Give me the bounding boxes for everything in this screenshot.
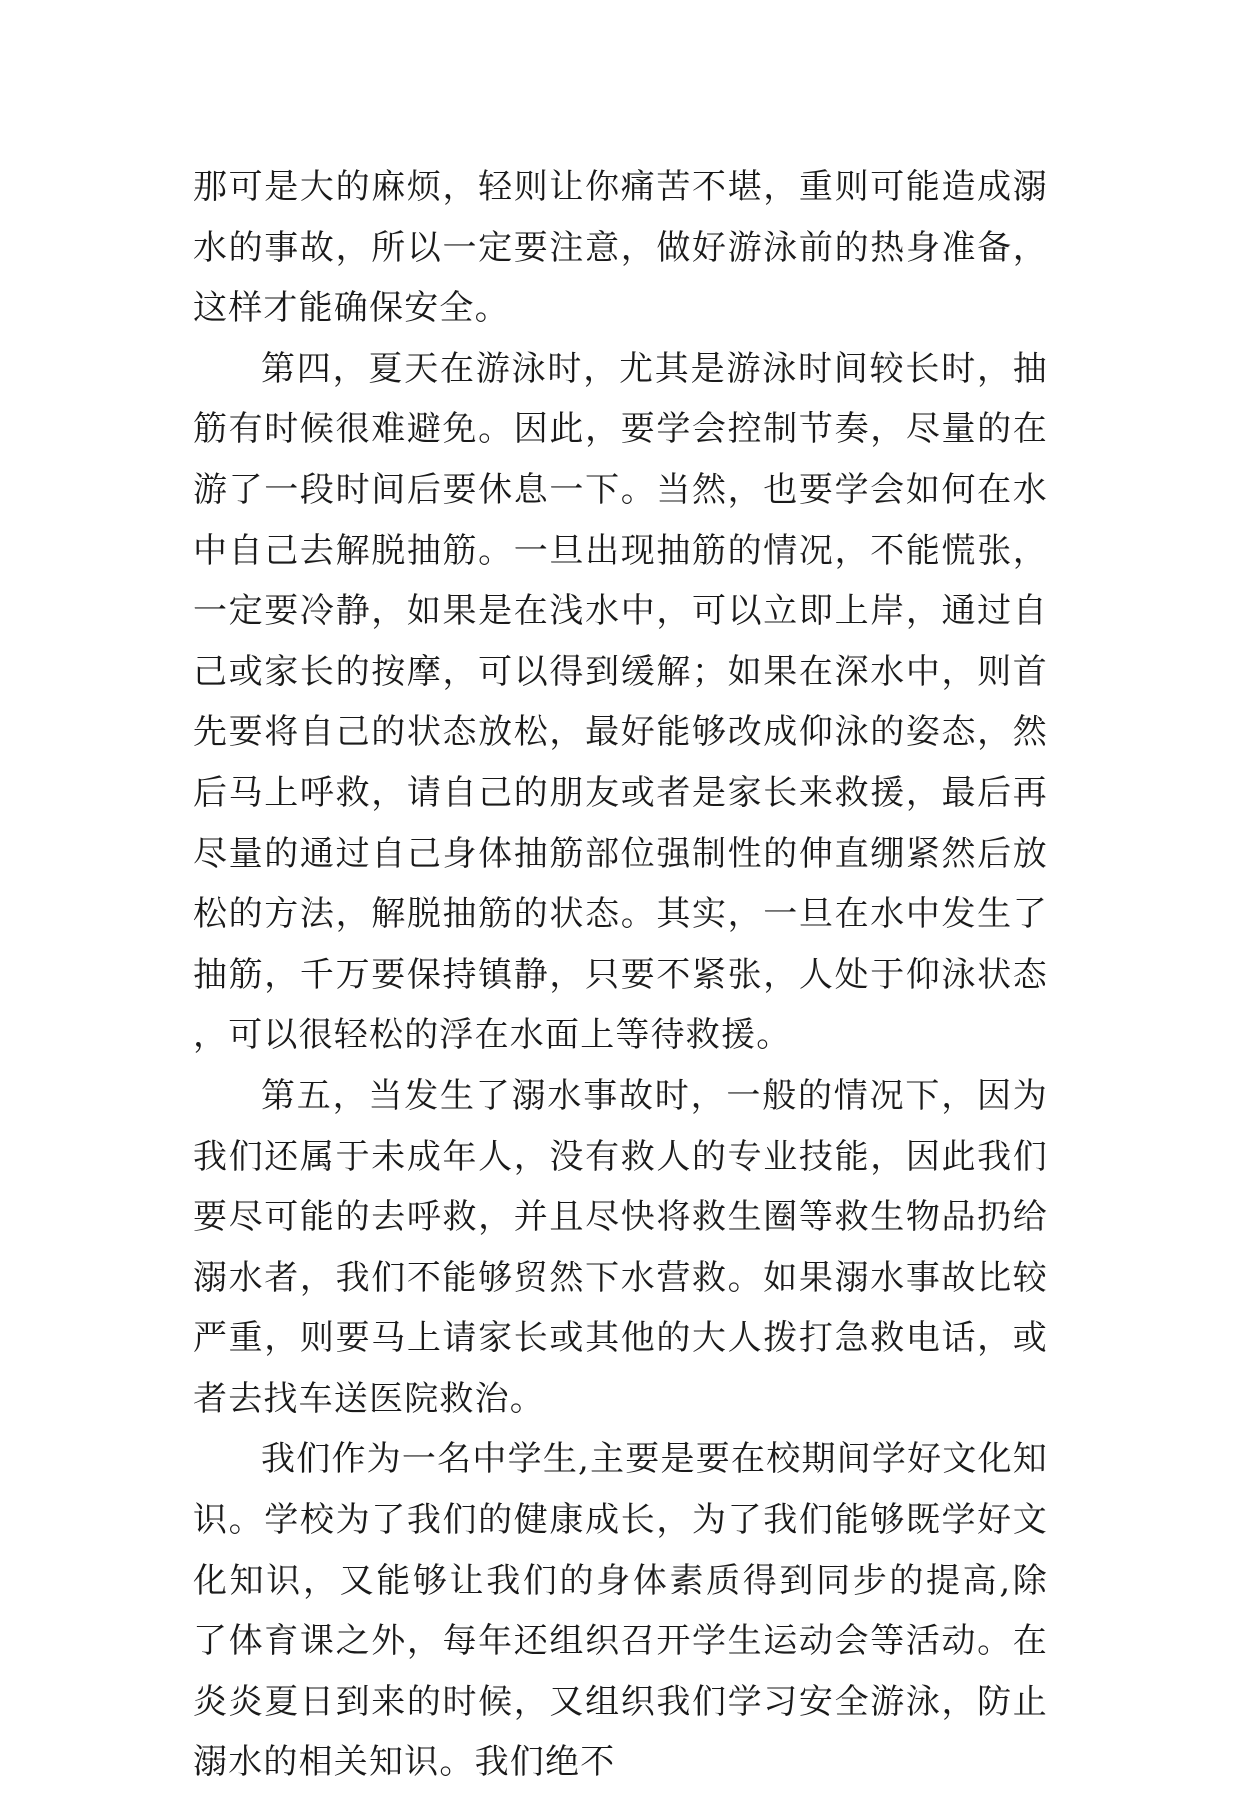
document-body	[193, 157, 1048, 1793]
paragraph-conclusion: 我们作为一名中学生,主要是要在校期间学好文化知识。学校为了我们的健康成长，为了我们能够既学好文化知识，又能够让我们的身体素质得到同步的提高,除了体育课之外，每年还组织召开学生运动会等活动。在炎炎夏日到来的时候，又组织我们学习安全游泳，防止溺水的相关知识。我们绝不	[193, 1439, 1048, 1783]
paragraph-continuation: 那可是大的麻烦，轻则让你痛苦不堪，重则可能造成溺水的事故，所以一定要注意，做好游泳前的热身准备，这样才能确保安全。	[193, 167, 1048, 329]
paragraph-fourth: 第四，夏天在游泳时，尤其是游泳时间较长时，抽筋有时候很难避免。因此，要学会控制节奏，尽量的在游了一段时间后要休息一下。当然，也要学会如何在水中自己去解脱抽筋。一旦出现抽筋的情况，不能慌张，一定要冷静，如果是在浅水中，可以立即上岸，通过自己或家长的按摩，可以得到缓解；如果在深水中，则首先要将自己的状态放松，最好能够改成仰泳的姿态，然后马上呼救，请自己的朋友或者是家长来救援，最后再尽量的通过自己身体抽筋部位强制性的伸直绷紧然后放松的方法，解脱抽筋的状态。其实，一旦在水中发生了抽筋，千万要保持镇静，只要不紧张，人处于仰泳状态，可以很轻松的浮在水面上等待救援。	[193, 348, 1048, 1056]
paragraph-fifth: 第五，当发生了溺水事故时，一般的情况下，因为我们还属于未成年人，没有救人的专业技能，因此我们要尽可能的去呼救，并且尽快将救生圈等救生物品扔给溺水者，我们不能够贸然下水营救。如果溺水事故比较严重，则要马上请家长或其他的大人拨打急救电话，或者去找车送医院救治。	[193, 1075, 1048, 1419]
